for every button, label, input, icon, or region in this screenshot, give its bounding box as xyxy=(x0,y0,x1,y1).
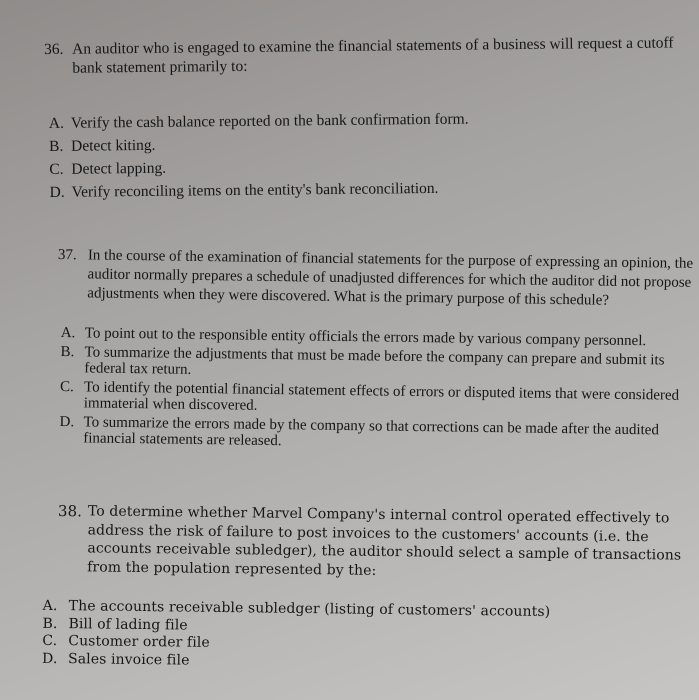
option-letter: B. xyxy=(42,615,58,632)
question-stem xyxy=(57,246,694,312)
option-letter: D. xyxy=(59,413,75,430)
question-number: 36. xyxy=(44,40,64,58)
answer-options xyxy=(49,105,694,204)
option-text: To summarize the errors made by the company so that corrections can be made after the audited financial statements are released. xyxy=(83,413,659,450)
option-letter: B. xyxy=(60,343,75,360)
question-text: In the course of the examination of financial statements for the purpose of expressing an opinion, the auditor normally prepares a schedule of unadjusted differences for which the auditor did not propose adjustments when they were discovered. What is the primary purpose of this schedule? xyxy=(87,247,694,309)
option-letter: D. xyxy=(41,650,58,667)
option-text: Bill of lading file xyxy=(68,615,188,634)
question-36 xyxy=(44,33,694,204)
option-letter: B. xyxy=(49,137,64,155)
question-stem xyxy=(44,33,692,78)
option-letter: C. xyxy=(49,160,64,178)
option-letter: A. xyxy=(60,325,76,342)
option-text: Customer order file xyxy=(68,633,210,651)
option-letter: C. xyxy=(42,632,58,649)
question-number: 38. xyxy=(57,502,83,521)
option-letter: C. xyxy=(59,378,74,395)
question-stem xyxy=(57,502,694,584)
option-text: Detect kiting. xyxy=(71,136,156,155)
question-number: 37. xyxy=(57,246,77,264)
option-text: Verify reconciling items on the entity's bank reconciliation. xyxy=(71,179,439,201)
option-text: Detect lapping. xyxy=(71,159,167,178)
option-d xyxy=(59,414,691,456)
option-text: Verify the cash balance reported on the bank confirmation form. xyxy=(70,110,469,132)
option-letter: D. xyxy=(49,183,65,201)
option-text: The accounts receivable subledger (listing of customers' accounts) xyxy=(68,598,551,621)
question-37 xyxy=(55,246,694,457)
option-text: To point out to the responsible entity officials the errors made by various company personnel. xyxy=(84,325,647,350)
answer-options xyxy=(59,325,693,455)
option-text: To summarize the adjustments that must be made before the company can prepare and submit its federal tax return. xyxy=(84,343,665,378)
option-letter: A. xyxy=(42,597,58,615)
option-text: Sales invoice file xyxy=(67,650,190,669)
question-38 xyxy=(41,502,694,676)
question-text: An auditor who is engaged to examine the financial statements of a business will request a cutoff bank statement primarily to: xyxy=(72,34,674,77)
question-text: To determine whether Marvel Company's internal control operated effectively to address the risk of failure to post invoices to the customers' accounts (i.e. the accounts receivable subledger), the auditor should select a sample of transactions from the population represented by the: xyxy=(87,503,682,579)
option-text: To identify the potential financial statement effects of errors or disputed items that were considered immaterial when discovered. xyxy=(83,378,680,414)
option-letter: A. xyxy=(48,114,65,132)
answer-options xyxy=(42,598,693,676)
